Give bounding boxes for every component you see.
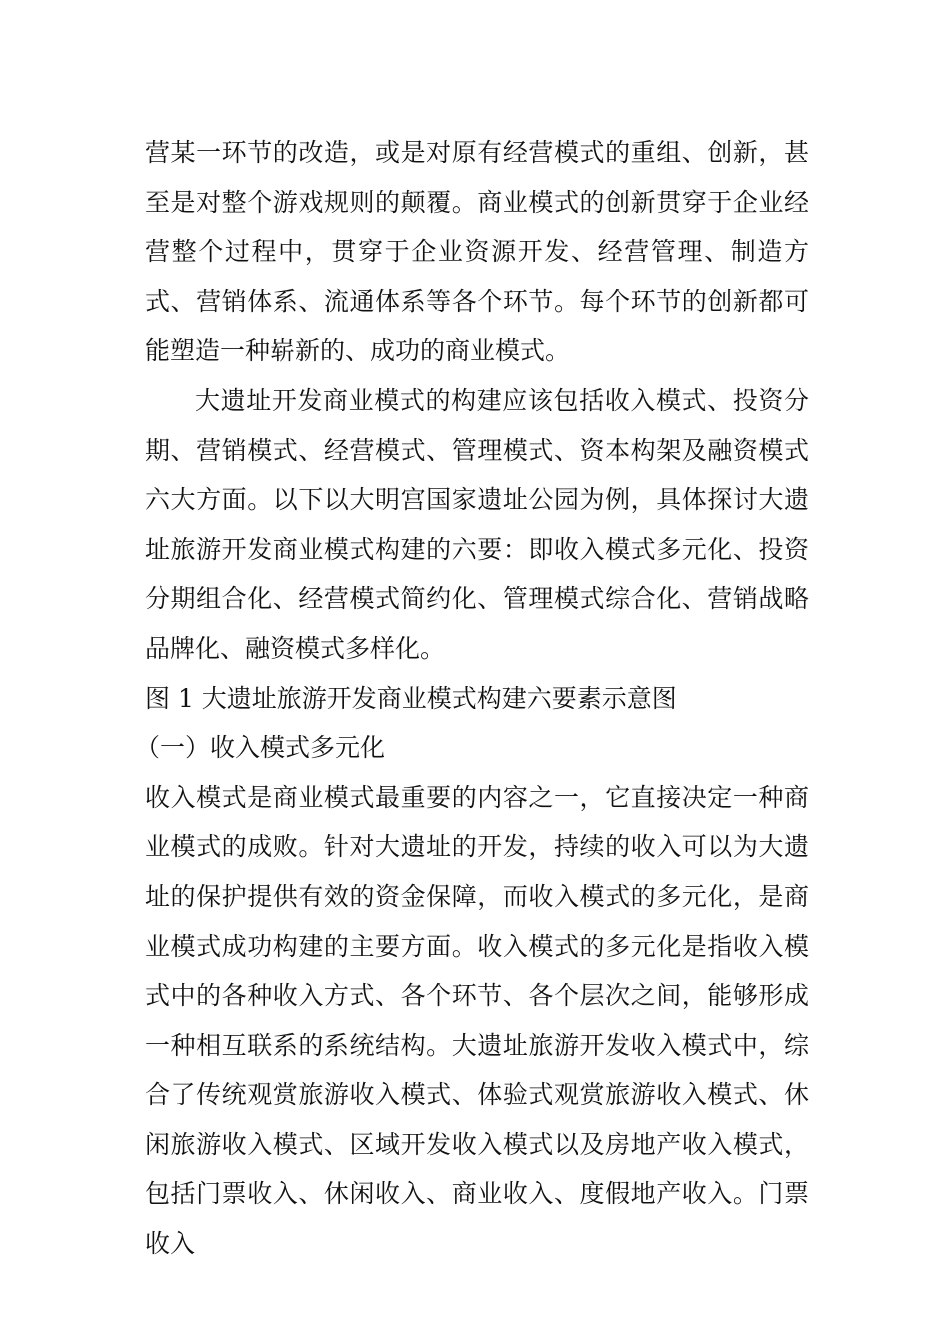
body-paragraph-continued: 营某一环节的改造，或是对原有经营模式的重组、创新，甚至是对整个游戏规则的颠覆。商业模式的创新贯穿于企业经营整个过程中，贯穿于企业资源开发、经营管理、制造方式、营销体系、流通体系等各个环节。每个环节的创新都可能塑造一种崭新的、成功的商业模式。	[145, 138, 809, 366]
section-body-paragraph: 收入模式是商业模式最重要的内容之一，它直接决定一种商业模式的成败。针对大遗址的开发，持续的收入可以为大遗址的保护提供有效的资金保障，而收入模式的多元化，是商业模式成功构建的主要方面。收入模式的多元化是指收入模式中的各种收入方式、各个环节、各个层次之间，能够形成一种相互联系的系统结构。大遗址旅游开发收入模式中，综合了传统观赏旅游收入模式、体验式观赏旅游收入模式、休闲旅游收入模式、区域开发收入模式以及房地产收入模式，包括门票收入、休闲收入、商业收入、度假地产收入。门票收入	[145, 782, 809, 1259]
body-paragraph-six-aspects: 大遗址开发商业模式的构建应该包括收入模式、投资分期、营销模式、经营模式、管理模式、资本构架及融资模式六大方面。以下以大明宫国家遗址公园为例，具体探讨大遗址旅游开发商业模式构建的六要：即收入模式多元化、投资分期组合化、经营模式简约化、管理模式综合化、营销战略品牌化、融资模式多样化。	[145, 385, 809, 663]
section-heading: （一）收入模式多元化	[135, 733, 386, 763]
document-page	[135, 128, 809, 1269]
figure-caption: 图 1 大遗址旅游开发商业模式构建六要素示意图	[145, 683, 677, 713]
